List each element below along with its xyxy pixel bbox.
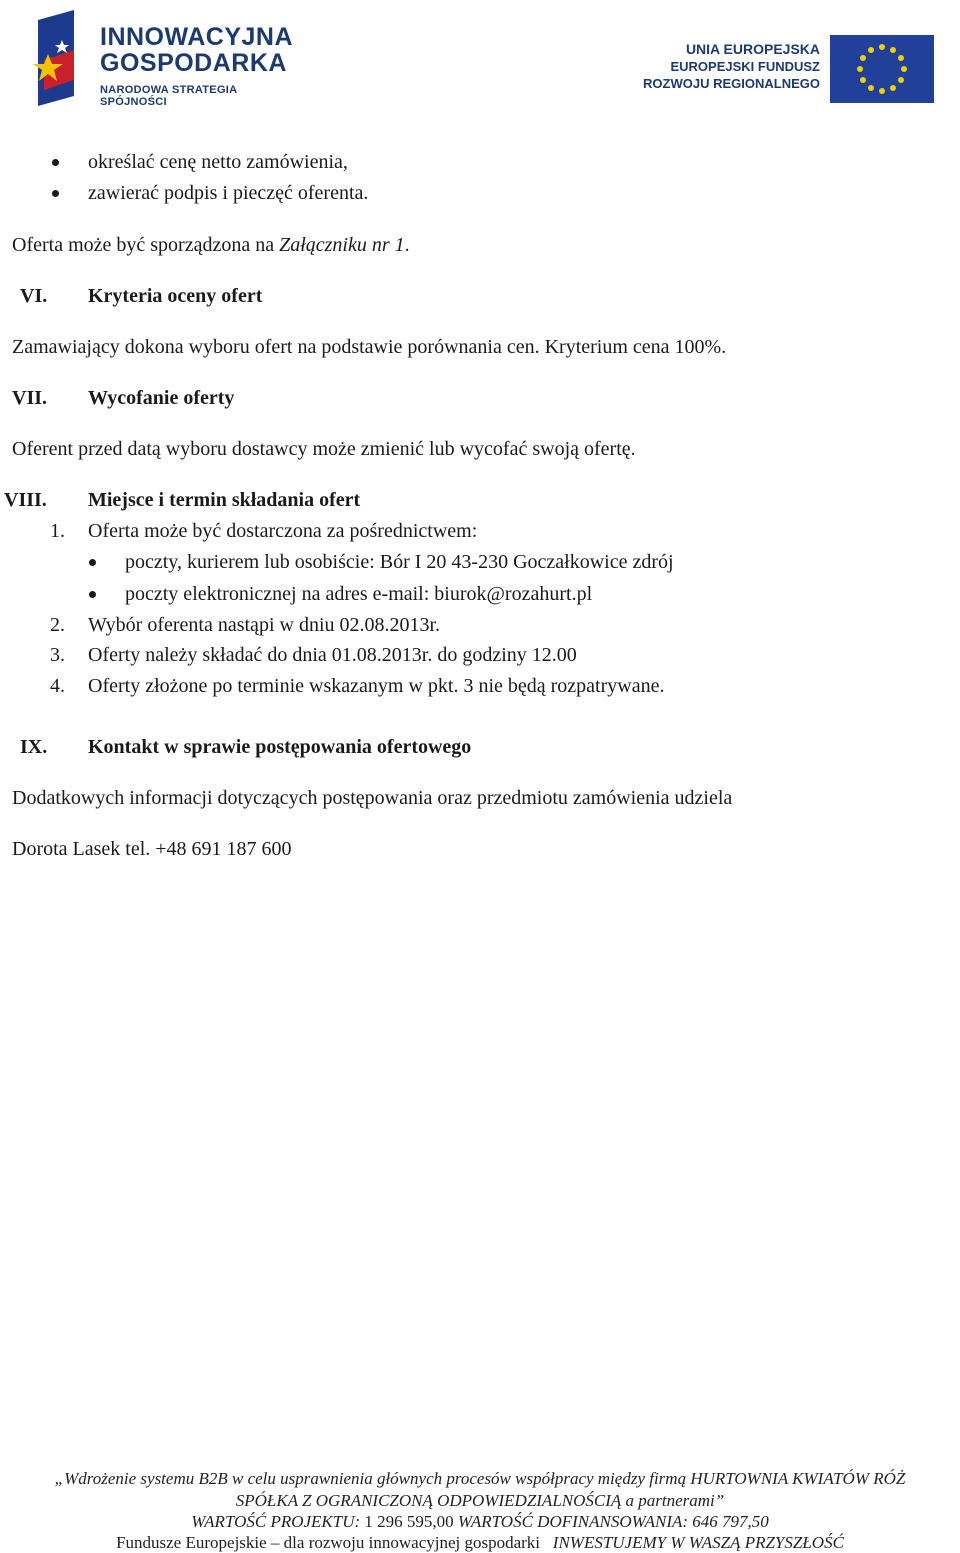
footer-slogan-left: Fundusze Europejskie – dla rozwoju innowacyjnej gospodarki [116, 1533, 541, 1552]
eu-logo-line-2: EUROPEJSKI FUNDUSZ [670, 59, 820, 74]
section-viii-item-3-number: 3. [50, 644, 65, 666]
offer-note [12, 233, 410, 257]
footer-value-amount: 1 296 595,00 [364, 1512, 454, 1531]
innowacyjna-gospodarka-logo [30, 10, 294, 110]
logo-title-line-1: INNOWACYJNA [100, 23, 294, 51]
logo-title [100, 24, 293, 76]
bullet-item-signature: zawierać podpis i pieczęć oferenta. [88, 182, 369, 204]
eu-logo-line-3: ROZWOJU REGIONALNEGO [643, 76, 820, 91]
section-viii-item-1-number: 1. [50, 520, 65, 542]
innowacyjna-gospodarka-emblem-icon [30, 10, 100, 110]
section-ix-contact: Dorota Lasek tel. +48 691 187 600 [12, 838, 292, 860]
bullet-icon [89, 559, 96, 566]
section-vi-title: Kryteria oceny ofert [88, 285, 263, 307]
delivery-option-post: poczty, kurierem lub osobiście: Bór I 20 43-230 Goczałkowice zdrój [125, 551, 674, 573]
section-ix-number: IX. [20, 736, 48, 758]
offer-note-attachment: Załączniku nr 1 [279, 234, 405, 256]
bullet-icon [52, 159, 59, 166]
section-ix-title: Kontakt w sprawie postępowania ofertowego [88, 736, 472, 758]
bullet-icon [89, 591, 96, 598]
bullet-icon [52, 190, 59, 197]
bullet-item-price: określać cenę netto zamówienia, [88, 151, 348, 173]
section-viii-item-2: Wybór oferenta nastąpi w dniu 02.08.2013r. [88, 614, 441, 636]
section-vi-number: VI. [20, 285, 48, 307]
footer-project-value [0, 1511, 960, 1532]
section-viii-item-4: Oferty złożone po terminie wskazanym w pkt. 3 nie będą rozpatrywane. [88, 675, 665, 697]
section-ix-text-1: Dodatkowych informacji dotyczących postępowania oraz przedmiotu zamówienia udziela [12, 787, 733, 809]
section-viii-item-2-number: 2. [50, 614, 65, 636]
section-viii-item-4-number: 4. [50, 675, 65, 697]
eu-stars-icon [830, 35, 934, 103]
section-vi-text: Zamawiający dokona wyboru ofert na podstawie porównania cen. Kryterium cena 100%. [12, 336, 727, 358]
offer-note-period: . [404, 234, 410, 256]
eu-logo-line-1: UNIA EUROPEJSKA [685, 41, 820, 57]
footer-value-label: WARTOŚĆ PROJEKTU: [191, 1512, 365, 1531]
section-vii-number: VII. [12, 387, 48, 409]
delivery-option-email: poczty elektronicznej na adres e-mail: biurok@rozahurt.pl [125, 583, 593, 605]
section-vii-text: Oferent przed datą wyboru dostawcy może zmienić lub wycofać swoją ofertę. [12, 438, 636, 460]
section-vii-title: Wycofanie oferty [88, 387, 235, 409]
logo-subtitle: NARODOWA STRATEGIA SPÓJNOŚCI [100, 84, 237, 108]
footer-project-title-line-2: SPÓŁKA Z OGRANICZONĄ ODPOWIEDZIALNOŚCIĄ a partnerami” [235, 1491, 725, 1510]
footer-slogans [0, 1532, 960, 1553]
offer-note-text: Oferta może być sporządzona na [12, 234, 280, 256]
eu-logo-text [640, 40, 820, 92]
section-viii-number: VIII. [4, 489, 47, 511]
footer-project-title-line-1: „Wdrożenie systemu B2B w celu usprawnienia głównych procesów współpracy między firmą HURTOWNIA KWIATÓW RÓŻ [54, 1469, 906, 1488]
section-viii-item-1: Oferta może być dostarczona za pośrednictwem: [88, 520, 478, 542]
eu-flag-icon [830, 35, 934, 103]
section-viii-title: Miejsce i termin składania ofert [88, 489, 361, 511]
footer-slogan-right: INWESTUJEMY W WASZĄ PRZYSZŁOŚĆ [552, 1533, 844, 1552]
section-viii-item-3: Oferty należy składać do dnia 01.08.2013r. do godziny 12.00 [88, 644, 577, 666]
footer-funding-label: WARTOŚĆ DOFINANSOWANIA: 646 797,50 [453, 1512, 769, 1531]
logo-title-line-2: GOSPODARKA [100, 49, 287, 77]
